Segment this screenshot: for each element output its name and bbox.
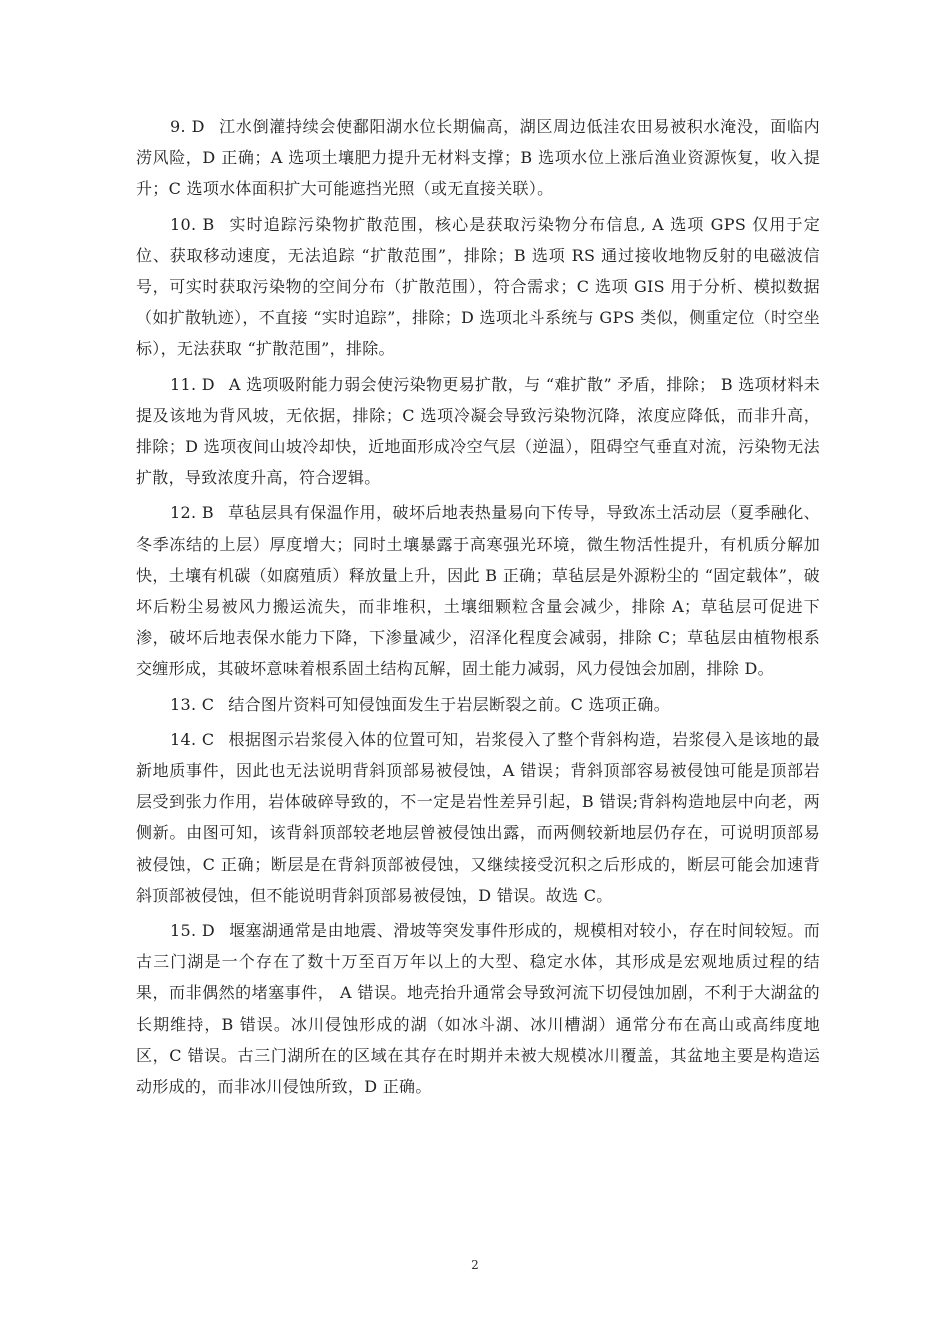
- answer-number: 12. B: [170, 503, 214, 523]
- answer-list: [136, 111, 820, 1106]
- answer-explanation: 实时追踪污染物扩散范围，核心是获取污染物分布信息, A 选项 GPS 仅用于定位、获取移动速度，无法追踪 “扩散范围”，排除；B 选项 RS 通过接收地物反射的电磁波信号，可实时获取污染物的空间分布（扩散范围），符合需求；C 选项 GIS 用于分析、模拟数据（如扩散轨迹），不直接 “实时追踪”，排除；D 选项北斗系统与 GPS 类似，侧重定位（时空坐标），无法获取 “扩散范围”，排除。: [136, 214, 820, 359]
- answer-explanation: 根据图示岩浆侵入体的位置可知，岩浆侵入了整个背斜构造，岩浆侵入是该地的最新地质事件，因此也无法说明背斜顶部易被侵蚀，A 错误；背斜顶部容易被侵蚀可能是顶部岩层受到张力作用，岩体破碎导致的，不一定是岩性差异引起，B 错误;背斜构造地层中向老，两侧新。由图可知，该背斜顶部较老地层曾被侵蚀出露，而两侧较新地层仍存在，可说明顶部易被侵蚀，C 正确；断层是在背斜顶部被侵蚀，又继续接受沉积之后形成的，断层可能会加速背斜顶部被侵蚀，但不能说明背斜顶部易被侵蚀，D 错误。故选 C。: [136, 729, 820, 905]
- page-number: 2: [471, 1258, 479, 1272]
- answer-11: [136, 369, 820, 494]
- answer-number: 13. C: [170, 694, 215, 714]
- answer-9: [136, 111, 820, 205]
- answer-explanation: 堰塞湖通常是由地震、滑坡等突发事件形成的，规模相对较小，存在时间较短。而古三门湖是一个存在了数十万至百万年以上的大型、稳定水体，其形成是宏观地质过程的结果，而非偶然的堵塞事件， A 错误。地壳抬升通常会导致河流下切侵蚀加剧，不利于大湖盆的长期维持，B 错误。冰川侵蚀形成的湖（如冰斗湖、冰川槽湖）通常分布在高山或高纬度地区，C 错误。古三门湖所在的区域在其存在时期并未被大规模冰川覆盖，其盆地主要是构造运动形成的，而非冰川侵蚀所致，D 正确。: [136, 921, 820, 1097]
- answer-10: [136, 209, 820, 365]
- answer-12: [136, 497, 820, 684]
- answer-15: [136, 915, 820, 1102]
- answer-explanation: 草毡层具有保温作用，破坏后地表热量易向下传导，导致冻土活动层（夏季融化、冬季冻结的上层）厚度增大；同时土壤暴露于高寒强光环境，微生物活性提升，有机质分解加快，土壤有机碳（如腐殖质）释放量上升，因此 B 正确；草毡层是外源粉尘的 “固定载体”，破坏后粉尘易被风力搬运流失，而非堆积，土壤细颗粒含量会减少，排除 A；草毡层可促进下渗，破坏后地表保水能力下降，下渗量减少，沼泽化程度会减弱，排除 C；草毡层由植物根系交缠形成，其破坏意味着根系固土结构瓦解，固土能力减弱，风力侵蚀会加剧，排除 D。: [136, 503, 820, 679]
- answer-explanation: A 选项吸附能力弱会使污染物更易扩散，与 “难扩散” 矛盾，排除； B 选项材料未提及该地为背风坡，无依据，排除；C 选项冷凝会导致污染物沉降，浓度应降低，而非升高，排除；D 选项夜间山坡冷却快，近地面形成冷空气层（逆温），阻碍空气垂直对流，污染物无法扩散，导致浓度升高，符合逻辑。: [136, 374, 820, 488]
- answer-number: 10. B: [170, 214, 215, 234]
- answer-number: 9. D: [170, 117, 205, 136]
- answer-explanation: 江水倒灌持续会使鄱阳湖水位长期偏高，湖区周边低洼农田易被积水淹没，面临内涝风险，D 正确；A 选项土壤肥力提升无材料支撑；B 选项水位上涨后渔业资源恢复，收入提升；C 选项水体面积扩大可能遮挡光照（或无直接关联）。: [136, 117, 820, 199]
- answer-number: 15. D: [170, 921, 215, 941]
- answer-number: 14. C: [170, 729, 215, 749]
- answer-13: [136, 689, 820, 720]
- answer-explanation: 结合图片资料可知侵蚀面发生于岩层断裂之前。C 选项正确。: [228, 694, 671, 714]
- answer-number: 11. D: [170, 374, 215, 394]
- answer-14: [136, 724, 820, 911]
